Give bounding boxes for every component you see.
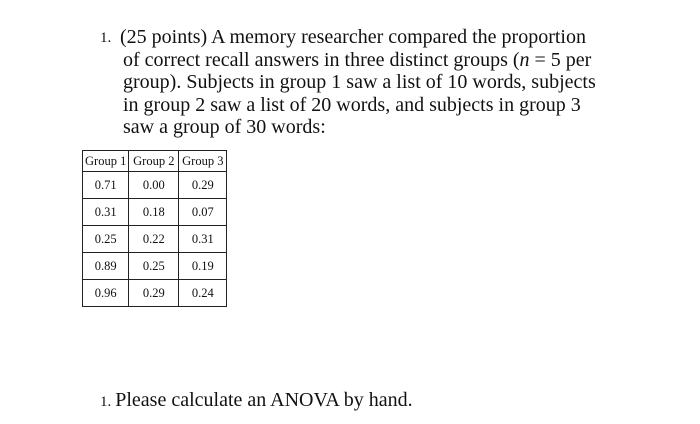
table-row [83,199,227,226]
table-cell: 0.71 [83,172,129,199]
table-cell: 0.25 [83,226,129,253]
table-cell: 0.19 [179,253,227,280]
subquestion-text: Please calculate an ANOVA by hand. [115,389,413,411]
header-group-3: Group 3 [179,151,227,172]
table-row [83,280,227,307]
table-cell: 0.31 [83,199,129,226]
problem-line-5: saw a group of 30 words: [123,116,326,138]
subquestion-number: 1. [100,394,112,410]
table-cell: 0.31 [179,226,227,253]
problem-number: 1. [100,30,112,46]
n-equation: = 5 per [529,48,592,71]
header-group-2: Group 2 [129,151,179,172]
problem-line-2-text: of correct recall answers in three distinct groups ( [123,48,520,71]
problem-line-1: (25 points) A memory researcher compared the proportion [120,26,586,48]
table-cell: 0.24 [179,280,227,307]
table-cell: 0.29 [179,172,227,199]
n-variable: n [519,48,530,71]
table-cell: 0.25 [129,253,179,280]
table-row [83,226,227,253]
header-group-1: Group 1 [83,151,129,172]
problem-line-2 [123,49,640,72]
problem-text [120,26,640,139]
subquestion [100,389,413,412]
problem-line-3: group). Subjects in group 1 saw a list of 10 words, subjects [123,71,596,93]
problem-statement [100,26,640,139]
data-table [82,150,227,307]
table-cell: 0.22 [129,226,179,253]
table-cell: 0.96 [83,280,129,307]
table-cell: 0.89 [83,253,129,280]
table-cell: 0.07 [179,199,227,226]
problem-line-4: in group 2 saw a list of 20 words, and subjects in group 3 [123,93,581,116]
table-cell: 0.00 [129,172,179,199]
table-cell: 0.18 [129,199,179,226]
table-header-row [83,151,227,172]
table-cell: 0.29 [129,280,179,307]
table-row [83,253,227,280]
table-row [83,172,227,199]
